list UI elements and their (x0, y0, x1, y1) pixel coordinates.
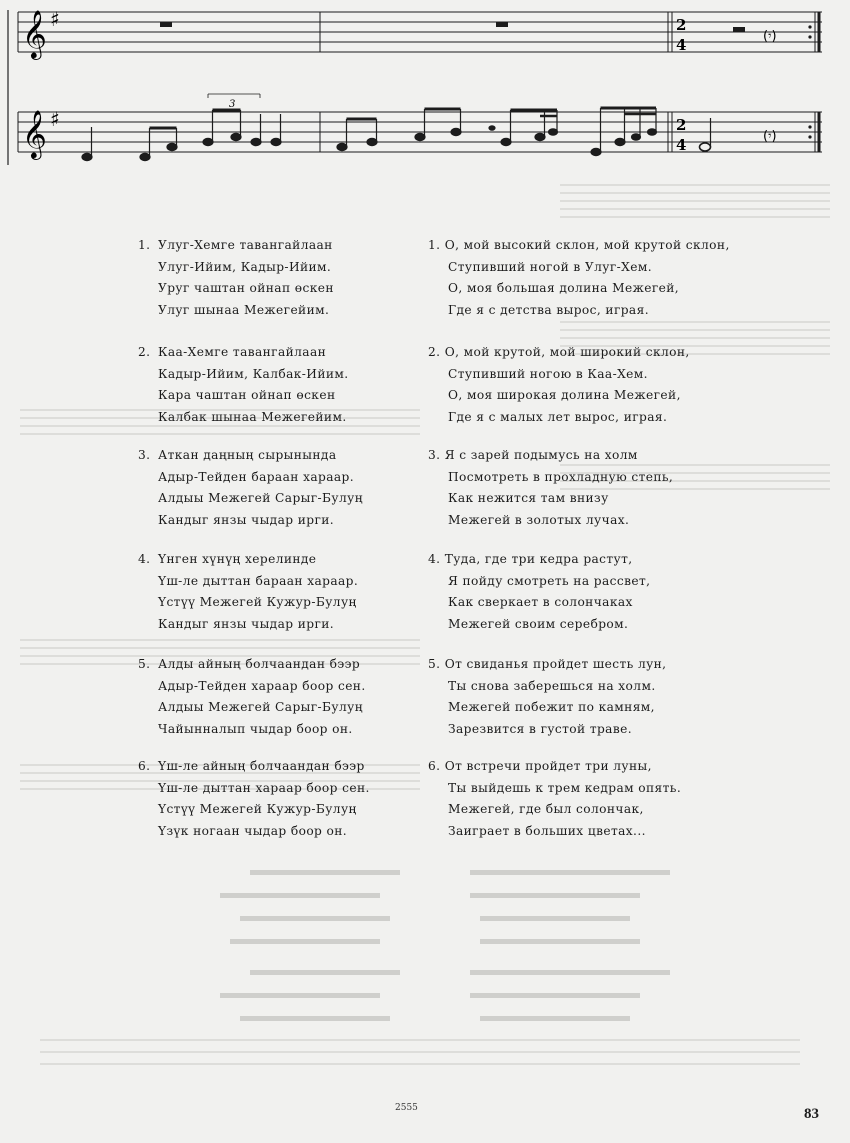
rest-in-parens: (𝄾) (763, 29, 777, 44)
lyric-line: Калбак шынаа Межегейим. (158, 409, 347, 424)
lyric-line: Үш-ле дыттан хараар боор сен. (158, 780, 370, 795)
lyric-line: Каа-Хемге тавангайлаан (158, 345, 327, 359)
russian-verse (428, 235, 808, 321)
tuvan-verse (138, 235, 438, 321)
verse-number: 6. (138, 759, 151, 773)
lyric-line: Үш-ле дыттан бараан хараар. (158, 573, 359, 588)
tuvan-verse (138, 654, 438, 740)
lyric-line: Чайынналып чыдар боор он. (158, 721, 353, 736)
lyric-line: Ты выйдешь к трем кедрам опять. (448, 780, 682, 795)
lyric-line: Үстүү Межегей Кужур-Булуң (158, 595, 357, 609)
lyric-line: Межегей побежит по камням, (448, 700, 655, 714)
verse-number: 3. (138, 448, 151, 462)
lyric-line: Я пойду смотреть на рассвет, (448, 573, 651, 588)
whole-rest-icon (160, 22, 745, 32)
lyric-line: Ступивший ногою в Каа-Хем. (448, 366, 648, 381)
lyric-line: Как сверкает в солончаках (448, 595, 633, 609)
time-signature-top: 2 (676, 16, 687, 34)
lyric-line: Үш-ле айның болчаандан бээр (158, 759, 365, 773)
lyric-line: Улуг шынаа Межегейим. (158, 302, 330, 317)
lyric-line: О, моя большая долина Межегей, (448, 281, 680, 295)
lyric-line: Алдыы Межегей Сарыг-Булуң (158, 491, 363, 505)
treble-clef-icon: 𝄞 (22, 109, 47, 158)
verse-number: 5. (138, 657, 151, 671)
repeat-dot (808, 135, 811, 138)
lyric-line: Кандыг янзы чыдар ирги. (158, 616, 335, 631)
repeat-dot (808, 25, 811, 28)
repeat-dot (808, 35, 811, 38)
lyric-line: О, моя широкая долина Межегей, (448, 388, 681, 402)
verse-number: 1. (138, 238, 151, 252)
tuvan-verse (138, 342, 438, 428)
russian-verse (428, 654, 808, 740)
treble-clef-icon: 𝄞 (22, 9, 47, 58)
page-number: 83 (804, 1106, 819, 1122)
lower-staff (18, 112, 822, 152)
tuvan-verse (138, 549, 438, 635)
verse-number: 2. (138, 345, 151, 359)
lyric-line: Межегей, где был солончак, (448, 802, 644, 816)
lyric-line: Улуг-Хемге тавангайлаан (158, 238, 333, 252)
verse-number: 4. (138, 552, 151, 566)
upper-staff (18, 12, 822, 52)
lyric-line: 5. От свиданья пройдет шесть лун, (428, 657, 667, 671)
lyric-line: Межегей в золотых лучах. (448, 512, 630, 527)
lyric-line: Үзүк ногаан чыдар боор он. (158, 823, 348, 838)
lyric-line: Аткан даңның сырынында (158, 448, 337, 462)
measure-1-notes (82, 94, 281, 161)
lyric-line: Үстүү Межегей Кужур-Булуң (158, 802, 357, 816)
key-signature-sharp-icon: ♯ (50, 107, 60, 131)
repeat-dot (808, 125, 811, 128)
lyric-line: 3. Я с зарей подымусь на холм (428, 448, 638, 462)
key-signature-sharp-icon: ♯ (50, 7, 60, 31)
time-signature-top: 2 (676, 116, 687, 134)
lyric-line: Үнген хүнүң херелинде (158, 552, 317, 566)
music-score (0, 0, 850, 180)
lyric-line: Как нежится там внизу (448, 491, 609, 505)
lyric-line: Адыр-Тейден бараан хараар. (158, 469, 355, 484)
print-code: 2555 (395, 1103, 418, 1113)
tuvan-verse (138, 445, 438, 531)
lyric-line: 4. Туда, где три кедра растут, (428, 552, 633, 566)
lyric-line: 1. О, мой высокий склон, мой крутой склон, (428, 238, 730, 252)
lyric-line: Заиграет в больших цветах... (448, 823, 646, 838)
russian-verse (428, 756, 808, 842)
russian-verse (428, 549, 808, 635)
lyric-line: Кадыр-Ийим, Калбак-Ийим. (158, 366, 349, 381)
lyric-line: Адыр-Тейден хараар боор сен. (158, 678, 366, 693)
russian-verse (428, 445, 808, 531)
lyric-line: Кандыг янзы чыдар ирги. (158, 512, 335, 527)
lyric-line: Где я с детства вырос, играя. (448, 302, 649, 317)
lyric-line: Межегей своим серебром. (448, 616, 629, 631)
measure-3-notes (700, 118, 711, 151)
lyric-line: 2. О, мой крутой, мой широкий склон, (428, 345, 690, 359)
lyric-line: Ступивший ногой в Улуг-Хем. (448, 259, 652, 274)
lyric-line: Улуг-Ийим, Кадыр-Ийим. (158, 259, 332, 274)
rest-in-parens: (𝄾) (763, 129, 777, 144)
lyric-line: Алдыы Межегей Сарыг-Булуң (158, 700, 363, 714)
lyric-line: Где я с малых лет вырос, играя. (448, 409, 668, 424)
russian-verse (428, 342, 808, 428)
triplet-label: 3 (229, 99, 236, 110)
lyric-line: Зарезвится в густой траве. (448, 721, 632, 736)
time-signature-bottom: 4 (676, 136, 687, 154)
lyric-line: Алды айның болчаандан бээр (158, 657, 361, 671)
time-signature-bottom: 4 (676, 36, 687, 54)
lyric-line: Посмотреть в прохладную степь, (448, 469, 674, 484)
lyric-line: Кара чаштан ойнап өскен (158, 388, 336, 402)
tuvan-verse (138, 756, 438, 842)
lyric-line: 6. От встречи пройдет три луны, (428, 759, 652, 773)
lyric-line: Ты снова заберешься на холм. (448, 678, 656, 693)
lyric-line: Уруг чаштан ойнап өскен (158, 281, 334, 295)
